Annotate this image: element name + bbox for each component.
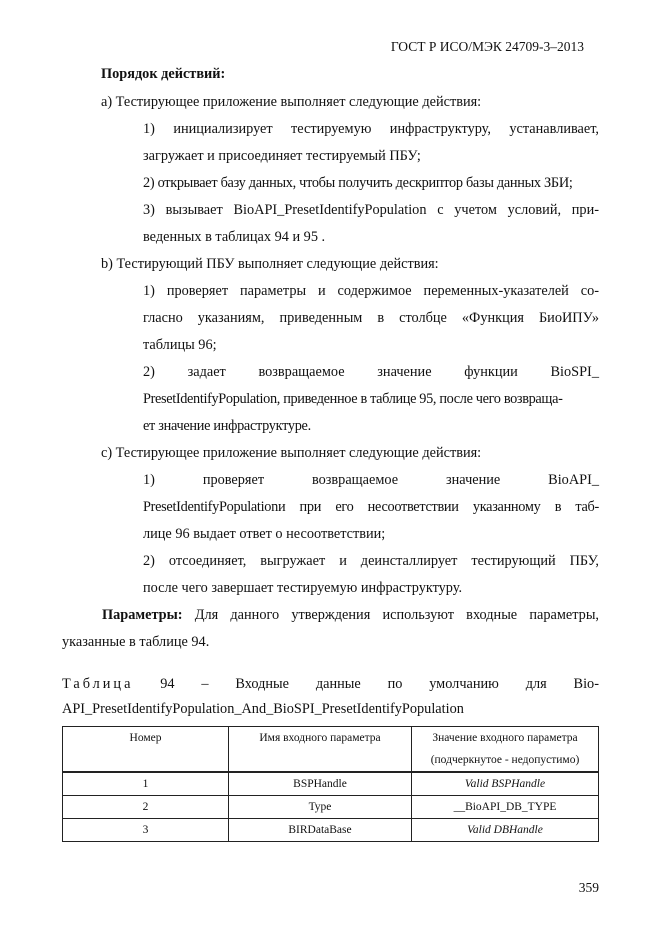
cell-param-name: Type: [229, 796, 412, 819]
step-b2-line3: ет значение инфраструктуре.: [143, 418, 311, 434]
table-row: [63, 772, 599, 796]
step-b1-line3: таблицы 96;: [143, 337, 217, 353]
table-caption-line1: [62, 674, 599, 694]
cell-number: 1: [63, 772, 229, 796]
header-param-name: Имя входного параметра: [229, 727, 412, 773]
caption-word: умолчанию: [429, 676, 499, 692]
word: BioAPI_: [548, 472, 599, 488]
word: 1): [143, 472, 155, 488]
caption-word: данные: [315, 676, 361, 692]
parameters-line2: указанные в таблице 94.: [62, 634, 210, 650]
step-c1-line3: лице 96 выдает ответ о несоответствии;: [143, 526, 386, 542]
step-c1-line2: PresetIdentifyPopulationи при его несоответствии указанному в таб-: [143, 499, 599, 515]
step-a1-line1: 1) инициализирует тестируемую инфраструктуру, устанавливает,: [143, 121, 599, 137]
word: возвращаемое: [311, 472, 399, 488]
step-a3-line2: веденных в таблицах 94 и 95 .: [143, 229, 326, 245]
word: значение: [377, 364, 432, 380]
step-b-intro: b) Тестирующий ПБУ выполняет следующие действия:: [101, 256, 439, 272]
step-a1-line2: загружает и присоединяет тестируемый ПБУ;: [143, 148, 421, 164]
table-row: [63, 796, 599, 819]
table-row: [63, 819, 599, 842]
word: возвращаемое: [258, 364, 345, 380]
word: проверяет: [202, 472, 265, 488]
cell-number: 2: [63, 796, 229, 819]
step-c2-line2: после чего завершает тестируемую инфраструктуру.: [143, 580, 463, 596]
cell-param-name: BSPHandle: [229, 772, 412, 796]
step-b2-line1: [143, 362, 599, 382]
header-number: Номер: [63, 727, 229, 773]
word: значение: [446, 472, 501, 488]
table-caption-line2: API_PresetIdentifyPopulation_And_BioSPI_PresetIdentifyPopulation: [62, 701, 464, 717]
word: BioSPI_: [550, 364, 599, 380]
procedure-title: Порядок действий:: [101, 66, 226, 82]
step-c-intro: с) Тестирующее приложение выполняет следующие действия:: [101, 445, 482, 461]
step-a3-line1: 3) вызывает BioAPI_PresetIdentifyPopulation с учетом условий, при-: [143, 202, 599, 218]
header-param-value: Значение входного параметра (подчеркнутое - недопустимо): [412, 727, 599, 773]
cell-param-value: Valid BSPHandle: [412, 772, 599, 796]
step-a2: 2) открывает базу данных, чтобы получить дескриптор базы данных ЗБИ;: [143, 175, 573, 191]
caption-word: по: [387, 676, 403, 692]
caption-word: Входные: [235, 676, 289, 692]
step-c2-line1: 2) отсоединяет, выгружает и деинсталлирует тестирующий ПБУ,: [143, 553, 599, 569]
word: функции: [464, 364, 518, 380]
cell-param-value: __BioAPI_DB_TYPE: [412, 796, 599, 819]
caption-word: Таблица: [62, 676, 134, 692]
caption-word: для: [525, 676, 547, 692]
step-b1-line2: гласно указаниям, приведенным в столбце «Функция БиоИПУ»: [143, 310, 599, 326]
caption-word: Bio-: [573, 676, 599, 692]
caption-word: –: [201, 676, 209, 692]
parameters-line1: Параметры: Для данного утверждения используют входные параметры,: [102, 607, 599, 623]
step-c1-line1: [143, 470, 599, 490]
step-b2-line2: PresetIdentifyPopulation, приведенное в таблице 95, после чего возвраща-: [143, 391, 563, 407]
word: задает: [187, 364, 226, 380]
page-number: 359: [578, 880, 599, 895]
cell-param-value: Valid DBHandle: [412, 819, 599, 842]
word: 2): [143, 364, 155, 380]
step-a-intro: а) Тестирующее приложение выполняет следующие действия:: [101, 94, 482, 110]
step-b1-line1: 1) проверяет параметры и содержимое переменных-указателей со-: [143, 283, 599, 299]
table-header-row: [63, 727, 599, 773]
cell-param-name: BIRDataBase: [229, 819, 412, 842]
caption-word: 94: [160, 676, 175, 692]
parameters-table: [62, 726, 599, 842]
document-id: ГОСТ Р ИСО/МЭК 24709-3–2013: [390, 39, 584, 54]
cell-number: 3: [63, 819, 229, 842]
